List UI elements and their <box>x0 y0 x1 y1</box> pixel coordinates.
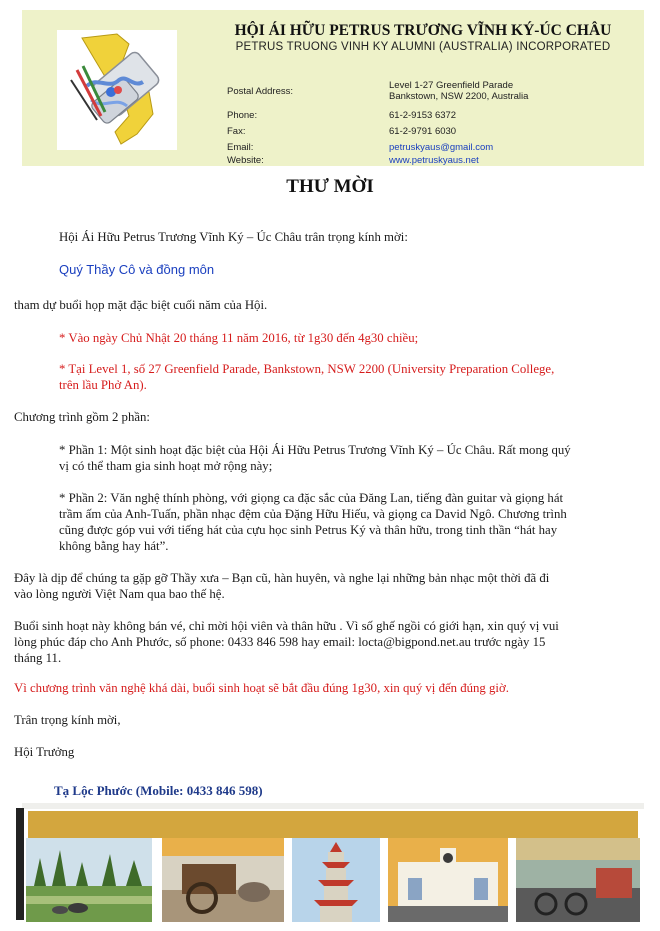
part2-line-1: * Phần 2: Văn nghệ thính phòng, với giọng ca đặc sắc của Đăng Lan, tiếng đàn guitar và giọng hát <box>59 491 564 505</box>
signer-name: Tạ Lộc Phước (Mobile: 0433 846 598) <box>54 783 263 798</box>
phone-value: 61-2-9153 6372 <box>389 110 457 121</box>
signer-title: Hội Trưởng <box>14 745 75 759</box>
email-label: Email: <box>227 142 254 153</box>
organization-name: HỘI ÁI HỮU PETRUS TRƯƠNG VĨNH KÝ-ÚC CHÂU <box>234 22 612 39</box>
photo-ox-cart <box>162 838 284 922</box>
program-intro: Chương trình gồm 2 phần: <box>14 410 150 424</box>
event-date: * Vào ngày Chủ Nhật 20 tháng 11 năm 2016, từ 1g30 đến 4g30 chiều; <box>59 331 419 345</box>
phone-label: Phone: <box>227 110 258 121</box>
letter-title: THƯ MỜI <box>286 176 374 197</box>
closing-text: Trân trọng kính mời, <box>14 713 121 727</box>
website-link[interactable]: www.petruskyaus.net <box>389 155 479 166</box>
rsvp-line-1: Buổi sinh hoạt này không bán vé, chỉ mời hội viên và thân hữu . Vì số ghế ngồi có giới hạn, xin quý vị vui <box>14 619 559 633</box>
organization-english-name: PETRUS TRUONG VINH KY ALUMNI (AUSTRALIA) INCORPORATED <box>235 41 611 53</box>
footer-gold-band <box>28 811 638 838</box>
occasion-line-1: Đây là dịp để chúng ta gặp gỡ Thầy xưa – Bạn cũ, hàn huyên, và nghe lại những bản nhạc một thời đã đi <box>14 571 550 585</box>
event-place-line-1: * Tại Level 1, số 27 Greenfield Parade, Bankstown, NSW 2200 (University Preparation College, <box>59 362 555 376</box>
occasion-line-2: vào lòng người Việt Nam qua bao thế hệ. <box>14 587 225 601</box>
punctuality-note: Vì chương trình văn nghệ khá dài, buổi sinh hoạt sẽ bắt đầu đúng 1g30, xin quý vị đến đúng giờ. <box>14 681 509 695</box>
addressee: Quý Thầy Cô và đồng môn <box>59 262 215 277</box>
part1-line-1: * Phần 1: Một sinh hoạt đặc biệt của Hội Ái Hữu Petrus Trương Vĩnh Ký – Úc Châu. Rất mong quý <box>59 443 571 457</box>
rsvp-line-3: tháng 11. <box>14 651 62 665</box>
event-place-line-2: trên lầu Phở An). <box>59 378 147 392</box>
part2-line-4: không bằng hay hát”. <box>59 539 169 553</box>
photo-cyclo-street <box>516 838 640 922</box>
fax-label: Fax: <box>227 126 246 137</box>
website-label: Website: <box>227 155 264 166</box>
attend-text: tham dự buổi họp mặt đặc biệt cuối năm của Hội. <box>14 298 268 312</box>
postal-line-2: Bankstown, NSW 2200, Australia <box>389 91 529 102</box>
letterhead <box>22 10 644 166</box>
email-link[interactable]: petruskyaus@gmail.com <box>389 142 494 153</box>
part2-line-2: trầm ấm của Anh-Tuấn, phần nhạc đệm của Đặng Hữu Hiếu, và giọng ca David Ngô. Chương trình <box>59 507 567 521</box>
postal-line-1: Level 1-27 Greenfield Parade <box>389 80 514 91</box>
part1-line-2: vị có thể tham gia sinh hoạt mở rộng này; <box>59 459 273 473</box>
footer-edge <box>16 808 24 920</box>
photo-pagoda <box>292 838 380 922</box>
fax-value: 61-2-9791 6030 <box>389 126 457 137</box>
part2-line-3: cũng được góp vui với tiếng hát của cựu học sinh Petrus Ký và thân hữu, trong tinh thần “hát hay <box>59 523 558 537</box>
postal-label: Postal Address: <box>227 86 294 97</box>
photo-rice-field <box>26 838 152 922</box>
photo-ben-thanh-market <box>388 838 508 922</box>
intro-text: Hội Ái Hữu Petrus Trương Vĩnh Ký – Úc Châu trân trọng kính mời: <box>59 230 408 244</box>
rsvp-line-2: lòng phúc đáp cho Anh Phước, số phone: 0433 846 598 hay email: locta@bigpond.net.au trước ngày 15 <box>14 635 546 649</box>
